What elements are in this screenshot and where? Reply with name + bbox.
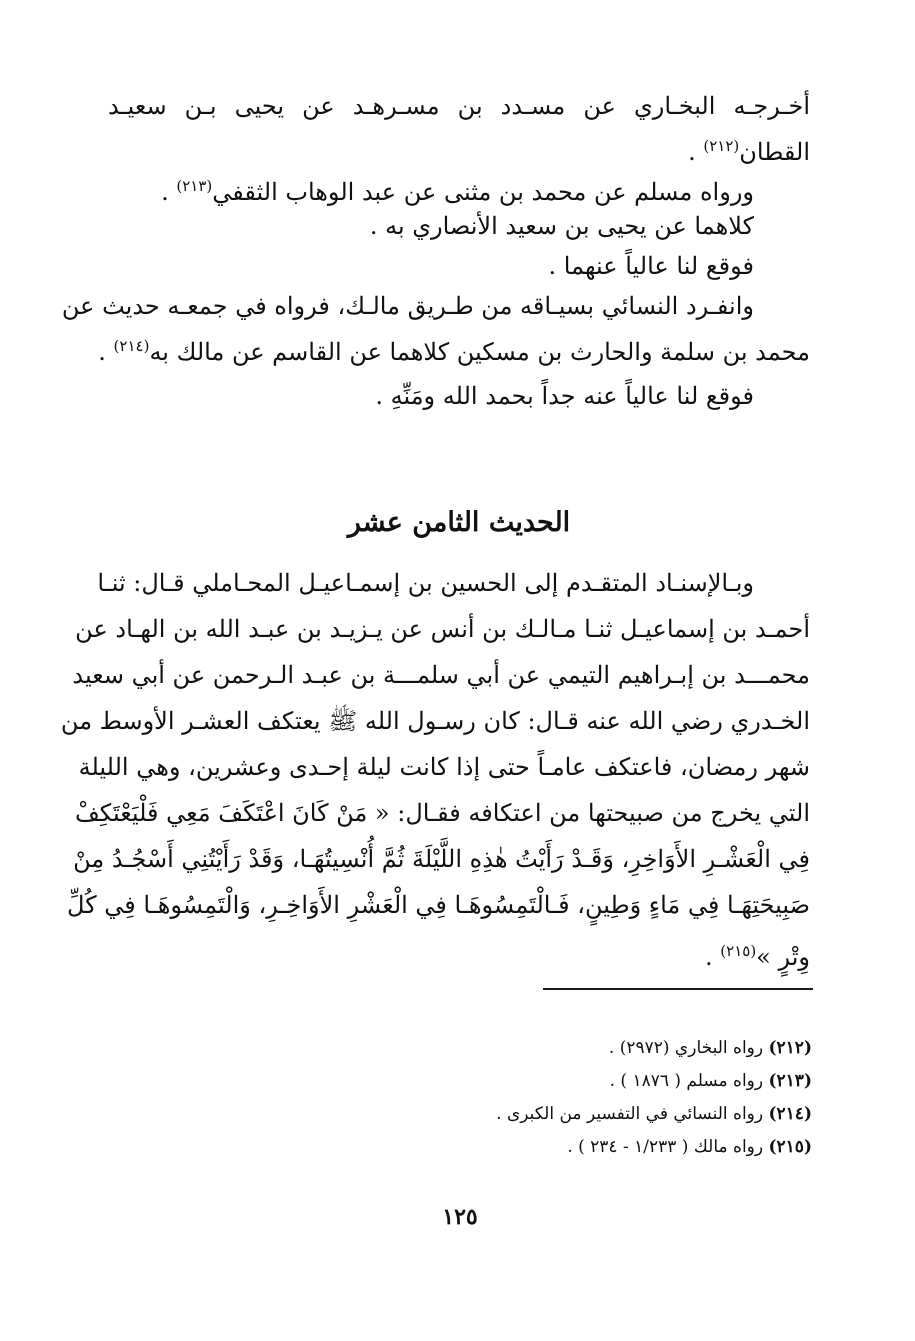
footnote-item xyxy=(300,1032,812,1065)
footnote-ref[interactable]: (٢١٣) xyxy=(176,177,213,195)
text-line xyxy=(108,246,810,286)
line-text: وبـالإسنـاد المتقـدم إلى الحسين بن إسمـاعيـل المحـاملي قـال: ثنـا xyxy=(97,569,754,597)
text-line xyxy=(74,790,810,836)
footnote-text: رواه مسلم ( ١٨٧٦ ) . xyxy=(609,1071,769,1091)
line-text: شهر رمضان، فاعتكف عامـاً حتى إذا كانت ليلة إحـدى وعشرين، وهي الليلة xyxy=(78,753,810,781)
text-line xyxy=(60,698,810,744)
footnote-separator xyxy=(543,988,813,990)
text-line xyxy=(75,606,810,652)
footnote-item xyxy=(300,1098,812,1131)
line-text: كلاهما عن يحيى بن سعيد الأنصاري به . xyxy=(369,212,754,240)
line-text: وِتْرٍ » xyxy=(756,943,810,971)
footnote-number: (٢١٣) xyxy=(768,1071,812,1091)
footnote-ref[interactable]: (٢١٥) xyxy=(720,942,757,960)
text-line xyxy=(108,166,810,206)
line-text: الخـدري رضي الله عنه قـال: كان رسـول الله ﷺ يعتكف العشـر الأوسط من xyxy=(60,707,810,735)
text-line xyxy=(72,652,810,698)
text-line xyxy=(108,206,810,246)
line-text: التي يخرج من صبيحتها من اعتكافه فقـال: « مَنْ كَانَ اعْتَكَفَ مَعِي فَلْيَعْتَكِفْ xyxy=(74,799,810,827)
footnote-ref[interactable]: (٢١٢) xyxy=(703,137,740,155)
line-tail: . xyxy=(161,178,177,206)
footnote-number: (٢١٢) xyxy=(768,1038,812,1058)
line-tail: . xyxy=(98,338,114,366)
line-text: محمـــد بن إبـراهيم التيمي عن أبي سلمـــة بن عبـد الـرحمن عن أبي سعيد xyxy=(72,661,810,689)
line-text: محمد بن سلمة والحارث بن مسكين كلاهما عن القاسم عن مالك به xyxy=(149,338,810,366)
section-heading: الحديث الثامن عشر xyxy=(347,507,571,538)
text-line xyxy=(108,86,810,126)
footnote-ref[interactable]: (٢١٤) xyxy=(113,337,150,355)
line-tail: . xyxy=(688,138,704,166)
line-text: أخـرجـه البخـاري عن مسـدد بن مسـرهـد عن يحيى بـن سعيـد xyxy=(108,92,810,120)
line-text: فوقع لنا عالياً عنهما . xyxy=(548,252,754,280)
text-line xyxy=(97,560,810,606)
line-text: أحمـد بن إسماعيـل ثنـا مـالـك بن أنس عن يـزيـد بن عبـد الله بن الهـاد عن xyxy=(75,615,810,643)
line-tail: . xyxy=(705,943,721,971)
opening-text xyxy=(61,86,810,416)
line-text: فوقع لنا عالياً عنه جداً بحمد الله ومَنِّهِ . xyxy=(375,382,754,410)
text-line xyxy=(108,376,810,416)
line-text: وانفـرد النسائي بسيـاقه من طـريق مالـك، فرواه في جمعـه حديث عن xyxy=(61,292,754,320)
footnote-item xyxy=(300,1131,812,1164)
footnote-text: رواه مالك ( ١/٢٣٣ - ٢٣٤ ) . xyxy=(567,1137,769,1157)
line-text: فِي الْعَشْـرِ الأَوَاخِرِ، وَقَـدْ رَأَيْتُ هٰذِهِ اللَّيْلَةَ ثُمَّ أُنْسِيتُهَـا، وَقَدْ رَأَيْتُنِي أَسْجُـدُ مِنْ xyxy=(73,845,810,873)
line-text: القطان xyxy=(739,138,810,166)
footnote-item xyxy=(300,1065,812,1098)
text-line xyxy=(73,836,810,882)
page-number: ١٢٥ xyxy=(442,1204,478,1230)
footnote-number: (٢١٥) xyxy=(768,1137,812,1157)
footnote-text: رواه النسائي في التفسير من الكبرى . xyxy=(496,1104,769,1124)
hadith-text xyxy=(60,560,810,974)
footnote-number: (٢١٤) xyxy=(768,1104,812,1124)
line-text: ورواه مسلم عن محمد بن مثنى عن عبد الوهاب الثقفي xyxy=(212,178,754,206)
text-line xyxy=(108,928,810,974)
text-line xyxy=(78,744,810,790)
footnote-text: رواه البخاري (٢٩٧٢) . xyxy=(608,1038,769,1058)
line-text: صَبِيحَتِهَـا فِي مَاءٍ وَطِينٍ، فَـالْتَمِسُوهَـا فِي الْعَشْرِ الأَوَاخِـرِ، وَالْتَمِسُوهَـا فِي كُلِّ xyxy=(67,891,810,919)
text-line xyxy=(98,326,810,366)
text-line xyxy=(61,286,810,326)
text-line xyxy=(108,126,810,166)
text-line xyxy=(67,882,810,928)
footnotes xyxy=(300,1032,812,1164)
